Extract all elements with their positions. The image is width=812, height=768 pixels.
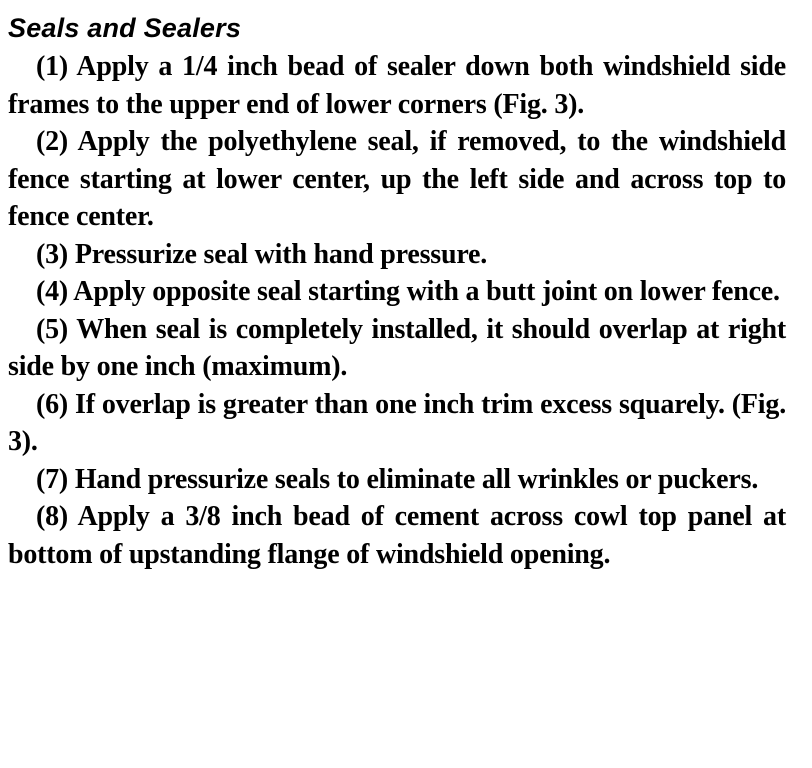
steps-list: [8, 48, 786, 573]
step-4: (4) Apply opposite seal starting with a butt joint on lower fence.: [36, 276, 780, 307]
step-7: (7) Hand pressurize seals to eliminate all wrinkles or puckers.: [36, 463, 759, 495]
step-5: (5) When seal is completely installed, it should overlap at right side by one inch (maximum).: [8, 313, 786, 382]
step-2: (2) Apply the polyethylene seal, if removed, to the windshield fence starting at lower center, up the left side and across top to fence center.: [8, 126, 786, 232]
step-8: (8) Apply a 3/8 inch bead of cement across cowl top panel at bottom of upstanding flange of windshield opening.: [8, 501, 786, 570]
section-title: Seals and Sealers: [8, 13, 242, 43]
document-page: [8, 10, 786, 573]
step-1: (1) Apply a 1/4 inch bead of sealer down both windshield side frames to the upper end of lower corners (Fig. 3).: [8, 51, 786, 120]
step-3: (3) Pressurize seal with hand pressure.: [36, 238, 488, 270]
step-6: (6) If overlap is greater than one inch trim excess squarely. (Fig. 3).: [8, 388, 786, 457]
